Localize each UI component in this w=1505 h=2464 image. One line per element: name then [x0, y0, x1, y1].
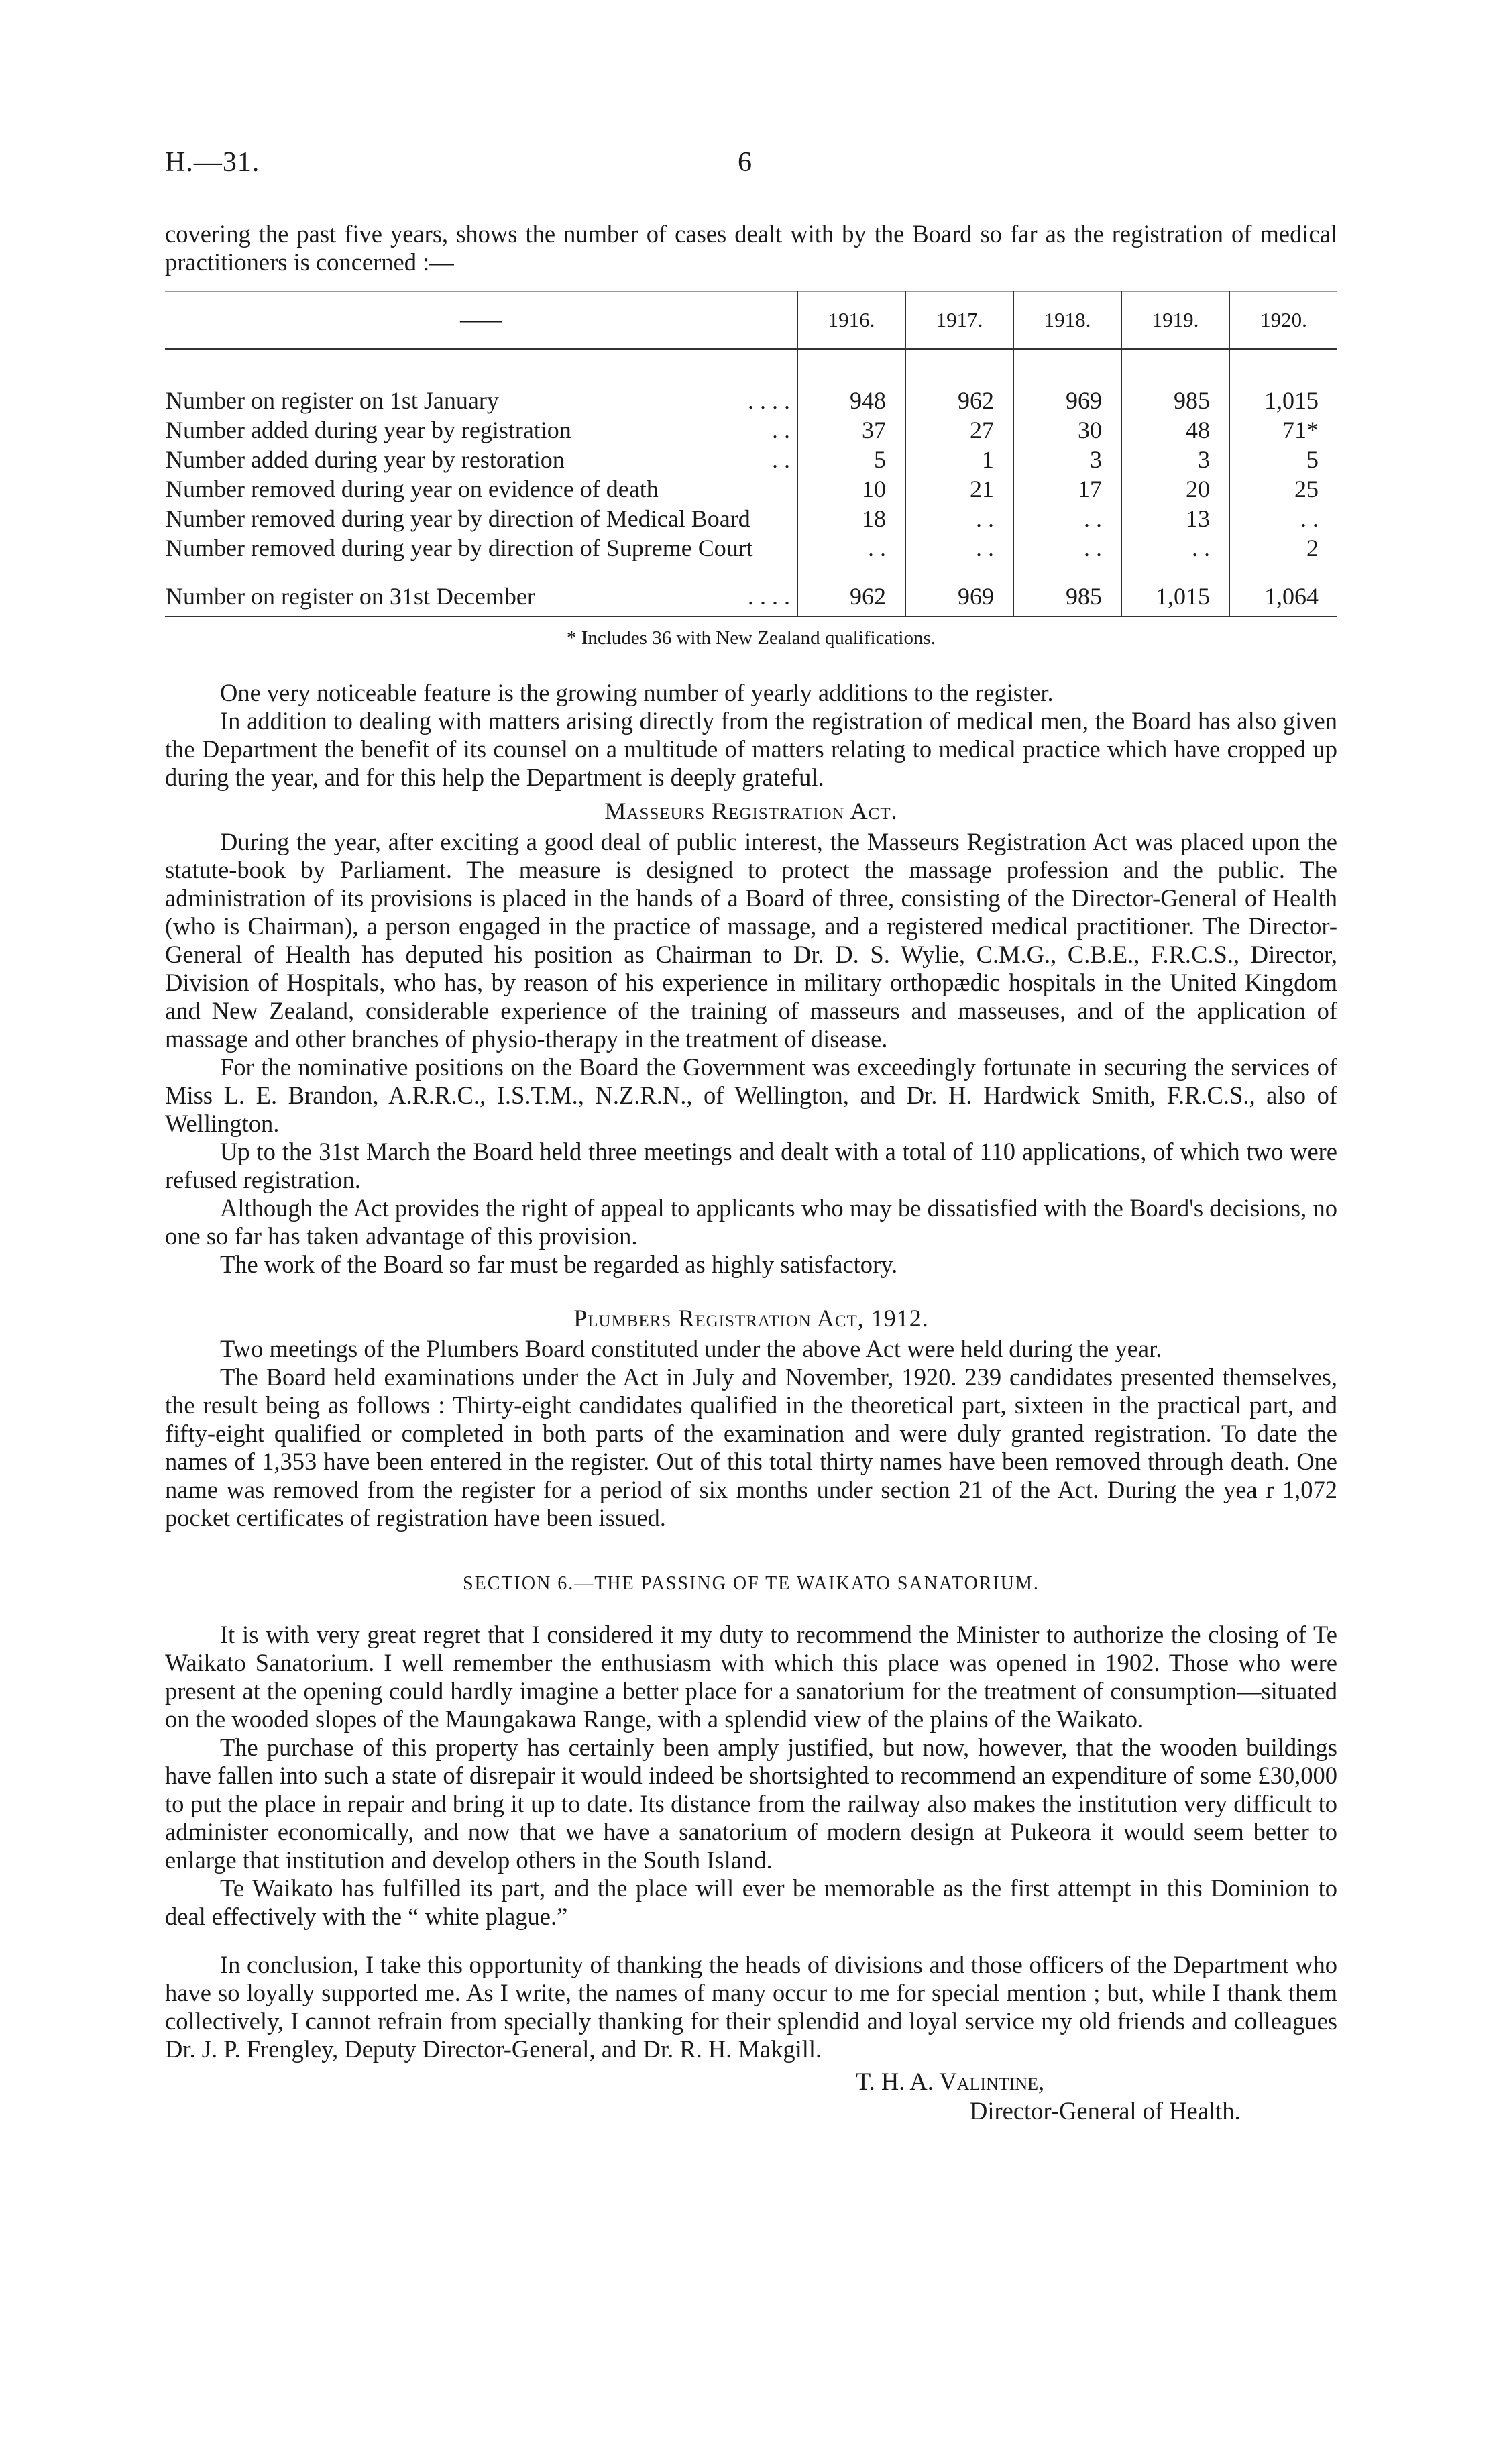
leader-dots: . . . .: [748, 583, 790, 610]
paragraph: Two meetings of the Plumbers Board constituted under the above Act were held during the year.: [220, 1335, 1162, 1362]
table-cell: 985: [1013, 582, 1121, 617]
year-header: 1920.: [1229, 292, 1337, 350]
table-cell: 1,015: [1229, 386, 1337, 415]
signatory-name: T. H. A. Valintine,: [856, 2068, 1045, 2095]
table-cell: 37: [797, 415, 905, 445]
table-cell: 948: [797, 386, 905, 415]
table-row: [165, 386, 1337, 415]
section-heading: Plumbers Registration Act, 1912.: [573, 1305, 929, 1332]
table-cell: 969: [905, 582, 1013, 617]
table-cell: 2: [1229, 533, 1337, 563]
table-cell: 985: [1121, 386, 1229, 415]
running-head: H.—31.: [165, 147, 260, 178]
table-row: [165, 474, 1337, 504]
section-heading: Masseurs Registration Act.: [604, 798, 898, 824]
row-label: Number removed during year on evidence of death: [166, 476, 659, 502]
table-cell: 962: [797, 582, 905, 617]
table-cell: . .: [905, 504, 1013, 533]
year-header: 1919.: [1121, 292, 1229, 350]
leader-dots: . .: [772, 446, 790, 473]
paragraph: For the nominative positions on the Board the Government was exceedingly fortunate in securing the services of Miss L. E. Brandon, A.R.R.C., I.S.T.M., N.Z.R.N., of Wellington, and Dr. H. Hardwick Smith, F.R.C.S., also of Wellington.: [165, 1053, 1337, 1137]
leader-dots: [782, 534, 790, 562]
year-header: 1918.: [1013, 292, 1121, 350]
table-cell: 3: [1013, 445, 1121, 474]
table-cell: 3: [1121, 445, 1229, 474]
leader-dots: [782, 475, 790, 503]
paragraph: Te Waikato has fulfilled its part, and the place will ever be memorable as the first attempt in this Dominion to deal effectively with the “ white plague.”: [165, 1874, 1337, 1930]
table-cell: 25: [1229, 474, 1337, 504]
table-row: [165, 445, 1337, 474]
row-label: Number on register on 1st January: [166, 387, 499, 414]
table-corner: ——: [165, 292, 797, 350]
row-label: Number on register on 31st December: [166, 583, 535, 610]
paragraph: The purchase of this property has certainly been amply justified, but now, however, that the wooden buildings have fallen into such a state of disrepair it would indeed be shortsighted to recommend an expenditure of some £30,000 to put the place in repair and bring it up to date. Its distance from the railway also makes the institution very difficult to administer economically, and now that we have a sanatorium of modern design at Pukeora it would seem better to enlarge that institution and develop others in the South Island.: [165, 1733, 1337, 1874]
paragraph: One very noticeable feature is the growing number of yearly additions to the register.: [220, 679, 1054, 706]
registration-table: [165, 291, 1337, 617]
paragraph: It is with very great regret that I considered it my duty to recommend the Minister to authorize the closing of Te Waikato Sanatorium. I well remember the enthusiasm with which this place was opened in 1902. Those who were present at the opening could hardly imagine a better place for a sanatorium for the treatment of consumption—situated on the wooded slopes of the Maungakawa Range, with a splendid view of the plains of the Waikato.: [165, 1621, 1337, 1733]
table-cell: 20: [1121, 474, 1229, 504]
page-number: 6: [738, 147, 752, 178]
table-cell: . .: [1013, 533, 1121, 563]
paragraph: Although the Act provides the right of appeal to applicants who may be dissatisfied with the Board's decisions, no one so far has taken advantage of this provision.: [165, 1194, 1337, 1250]
table-cell: 17: [1013, 474, 1121, 504]
table-cell: 5: [797, 445, 905, 474]
paragraph: In addition to dealing with matters arising directly from the registration of medical men, the Board has also given the Department the benefit of its counsel on a multitude of matters relating to medical practice which have cropped up during the year, and for this help the Department is deeply grateful.: [165, 707, 1337, 791]
leader-dots: . .: [772, 417, 790, 443]
table-row: [165, 533, 1337, 563]
signature-block: [165, 2068, 1337, 2128]
table-cell: . .: [797, 533, 905, 563]
table-cell: . .: [905, 533, 1013, 563]
table-cell: 1,015: [1121, 582, 1229, 617]
row-label: Number removed during year by direction of Medical Board: [166, 505, 750, 532]
paragraph: In conclusion, I take this opportunity of thanking the heads of divisions and those officers of the Department who have so loyally supported me. As I write, the names of many occur to me for special mention ; but, while I thank them collectively, I cannot refrain from specially thanking for their splendid and loyal service my old friends and colleagues Dr. J. P. Frengley, Deputy Director-General, and Dr. R. H. Makgill.: [165, 1951, 1337, 2063]
table-cell: 27: [905, 415, 1013, 445]
table-total-row: [165, 582, 1337, 617]
table-cell: 1: [905, 445, 1013, 474]
paragraph: Up to the 31st March the Board held three meetings and dealt with a total of 110 applications, of which two were refused registration.: [165, 1138, 1337, 1193]
table-cell: 969: [1013, 386, 1121, 415]
table-row: [165, 415, 1337, 445]
table-row: [165, 504, 1337, 533]
paragraph: The Board held examinations under the Act in July and November, 1920. 239 candidates presented themselves, the result being as follows : Thirty-eight candidates qualified in the theoretical part, sixteen in the practical part, and fifty-eight qualified or completed in both parts of the examination and were duly granted registration. To date the names of 1,353 have been entered in the register. Out of this total thirty names have been removed through death. One name was removed from the register for a period of six months under section 21 of the Act. During the yea r 1,072 pocket certificates of registration have been issued.: [165, 1363, 1337, 1532]
paragraph: During the year, after exciting a good deal of public interest, the Masseurs Registration Act was placed upon the statute-book by Parliament. The measure is designed to protect the massage profession and the public. The administration of its provisions is placed in the hands of a Board of three, consisting of the Director-General of Health (who is Chairman), a person engaged in the practice of massage, and a registered medical practitioner. The Director-General of Health has deputed his position as Chairman to Dr. D. S. Wylie, C.M.G., C.B.E., F.R.C.S., Director, Division of Hospitals, who has, by reason of his experience in military orthopædic hospitals in the United Kingdom and New Zealand, considerable experience of the training of masseurs and masseuses, and of the application of massage and other branches of physio-therapy in the treatment of disease.: [165, 828, 1337, 1053]
leader-dots: [782, 504, 790, 533]
table-cell: . .: [1229, 504, 1337, 533]
table-footnote: * Includes 36 with New Zealand qualifications.: [566, 627, 936, 649]
row-label: Number added during year by registration: [166, 417, 571, 443]
table-header-row: [165, 292, 1337, 350]
year-header: 1917.: [905, 292, 1013, 350]
table-cell: 48: [1121, 415, 1229, 445]
table-cell: 10: [797, 474, 905, 504]
table-cell: 18: [797, 504, 905, 533]
intro-paragraph: covering the past five years, shows the number of cases dealt with by the Board so far as the registration of medical practitioners is concerned :—: [165, 220, 1337, 276]
table-cell: 1,064: [1229, 582, 1337, 617]
table-cell: 30: [1013, 415, 1121, 445]
year-header: 1916.: [797, 292, 905, 350]
table-cell: . .: [1013, 504, 1121, 533]
page-content: [165, 220, 1337, 2128]
signatory-title: Director-General of Health.: [970, 2097, 1241, 2125]
table-cell: 13: [1121, 504, 1229, 533]
row-label: Number added during year by restoration: [166, 446, 565, 473]
leader-dots: . . . .: [748, 387, 790, 414]
row-label: Number removed during year by direction of Supreme Court: [166, 535, 753, 561]
table-cell: 962: [905, 386, 1013, 415]
table-cell: 5: [1229, 445, 1337, 474]
table-cell: 21: [905, 474, 1013, 504]
table-cell: 71*: [1229, 415, 1337, 445]
paragraph: The work of the Board so far must be regarded as highly satisfactory.: [220, 1250, 898, 1278]
table-cell: . .: [1121, 533, 1229, 563]
section-heading: SECTION 6.—THE PASSING OF TE WAIKATO SANATORIUM.: [463, 1573, 1040, 1594]
